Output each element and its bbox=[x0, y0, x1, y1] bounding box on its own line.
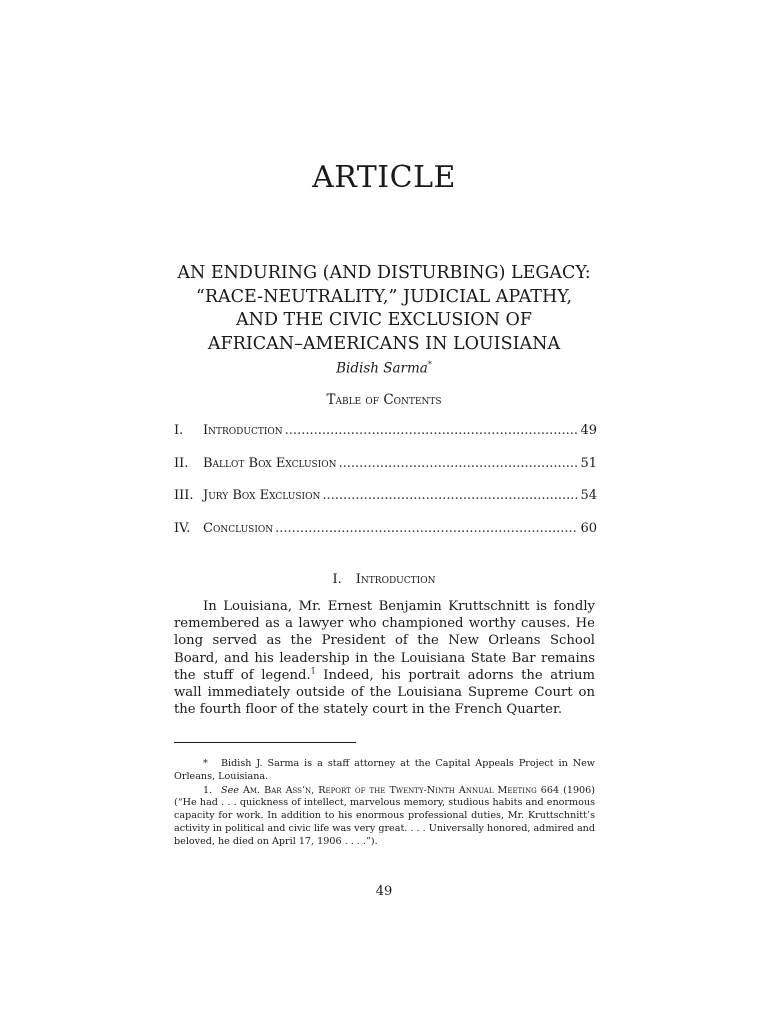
paragraph-text: Indeed, his portrait adorns the atrium wall immediately outside of the Louisiana Supreme Court on the fourth floor of the stately court in the French Quarter. bbox=[174, 667, 595, 718]
author-name: Bidish Sarma bbox=[336, 360, 428, 377]
toc-entry-number: IV. bbox=[174, 520, 191, 536]
toc-entry-number: II. bbox=[174, 455, 189, 471]
section-title: Introduction bbox=[355, 572, 436, 587]
footnote-text: Bidish J. Sarma is a staff attorney at the Capital Appeals Project in New Orleans, Louisiana. bbox=[174, 758, 595, 782]
footnote-text: 664 (1906) (“He had . . . quickness of intellect, marvelous memory, studious habits and enormous capacity for work. In addition to his enormous professional duties, Mr. Kruttschnitt’s activity in political and civic life was very great. . . . Universally honored, admired and beloved, he died on April 17, 1906 . . . .”). bbox=[174, 784, 595, 847]
article-kicker: ARTICLE bbox=[312, 160, 456, 195]
toc-entry-label: Introduction bbox=[203, 423, 283, 438]
footnote-1 bbox=[174, 785, 595, 849]
toc-entry-page: 49 bbox=[580, 423, 597, 438]
footnote-divider bbox=[174, 742, 356, 743]
paragraph-text: In Louisiana, Mr. Ernest Benjamin Kruttschnitt is fondly remembered as a lawyer who championed worthy causes. He long served as the President of the New Orleans School Board, and his leadership in the Louisiana State Bar remains the stuff of legend. bbox=[174, 599, 595, 683]
toc-entry-label: Jury Box Exclusion bbox=[203, 488, 321, 503]
section-number: I. bbox=[332, 572, 342, 587]
author-byline bbox=[0, 360, 768, 377]
toc-leader-dots bbox=[322, 488, 578, 503]
toc-entry-page: 51 bbox=[580, 455, 597, 471]
title-line: “RACE-NEUTRALITY,” JUDICIAL APATHY, bbox=[195, 286, 573, 307]
toc-leader-dots bbox=[275, 521, 578, 536]
toc-entry-number: III. bbox=[174, 488, 194, 503]
toc-leader-dots bbox=[339, 456, 579, 471]
author-footnote-mark[interactable]: * bbox=[427, 360, 432, 369]
toc-entry-introduction[interactable] bbox=[174, 423, 597, 456]
footnote-author bbox=[174, 758, 595, 784]
footnote-signal: See bbox=[221, 784, 239, 796]
body-paragraph bbox=[174, 598, 595, 718]
toc-entry-label: Ballot Box Exclusion bbox=[203, 455, 337, 471]
footnote-source: Am. Bar Ass’n, Report of the Twenty-Ninth Annual Meeting bbox=[242, 784, 537, 796]
table-of-contents bbox=[174, 423, 597, 553]
toc-entry-label: Conclusion bbox=[203, 520, 274, 536]
title-line: AND THE CIVIC EXCLUSION OF bbox=[236, 310, 532, 330]
section-heading bbox=[0, 572, 768, 587]
toc-entry-page: 60 bbox=[580, 520, 597, 536]
toc-entry-conclusion[interactable] bbox=[174, 521, 597, 554]
toc-entry-ballot-box-exclusion[interactable] bbox=[174, 456, 597, 489]
toc-heading: Table of Contents bbox=[326, 392, 442, 408]
toc-entry-jury-box-exclusion[interactable] bbox=[174, 488, 597, 521]
footnote-mark: 1. bbox=[203, 784, 213, 796]
toc-entry-number: I. bbox=[174, 423, 184, 438]
article-title bbox=[120, 262, 648, 356]
title-line: AFRICAN–AMERICANS IN LOUISIANA bbox=[207, 333, 561, 354]
title-line: AN ENDURING (AND DISTURBING) LEGACY: bbox=[177, 263, 591, 283]
footnote-mark: * bbox=[203, 758, 208, 769]
toc-entry-page: 54 bbox=[580, 488, 597, 503]
footnotes bbox=[174, 758, 595, 850]
footnote-reference[interactable]: 1 bbox=[310, 666, 316, 676]
page-number: 49 bbox=[375, 884, 393, 899]
toc-leader-dots bbox=[285, 423, 579, 438]
